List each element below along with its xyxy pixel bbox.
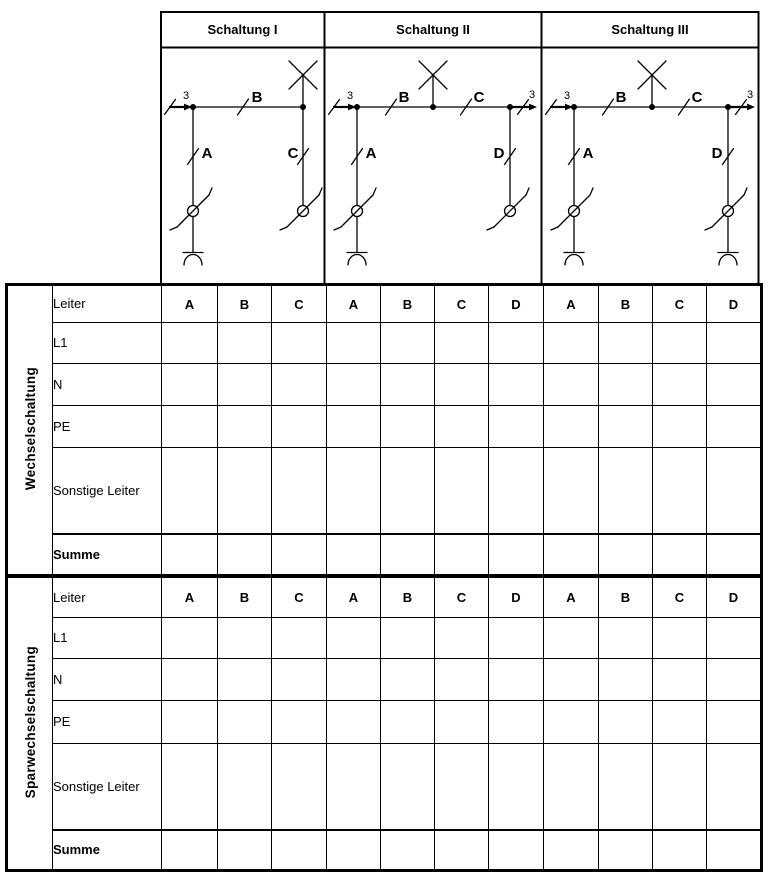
feed-count-label: 3 bbox=[563, 90, 571, 102]
column-header: D bbox=[489, 577, 544, 618]
conductor-label-b: B bbox=[251, 89, 263, 106]
column-header: D bbox=[707, 285, 762, 323]
table-row bbox=[7, 577, 762, 618]
conductor-label-c: C bbox=[287, 145, 299, 162]
empty-cell bbox=[544, 659, 599, 701]
empty-cell bbox=[272, 534, 327, 575]
wechselschaltung-table bbox=[5, 283, 763, 575]
empty-cell bbox=[162, 364, 218, 406]
empty-cell bbox=[544, 701, 599, 744]
empty-cell bbox=[162, 406, 218, 448]
conductor-label-a: A bbox=[582, 145, 594, 162]
empty-cell bbox=[218, 618, 272, 659]
empty-cell bbox=[435, 448, 489, 534]
empty-cell bbox=[327, 323, 381, 364]
empty-cell bbox=[599, 830, 653, 871]
empty-cell bbox=[218, 448, 272, 534]
outlet-icon bbox=[347, 253, 367, 266]
table-row bbox=[7, 406, 762, 448]
junction-node bbox=[649, 104, 655, 110]
empty-cell bbox=[272, 701, 327, 744]
empty-cell bbox=[653, 618, 707, 659]
empty-cell bbox=[162, 744, 218, 830]
column-header: B bbox=[599, 577, 653, 618]
two-way-switch-icon bbox=[705, 188, 747, 230]
empty-cell bbox=[707, 618, 762, 659]
empty-cell bbox=[489, 744, 544, 830]
row-label-summe: Summe bbox=[53, 830, 162, 871]
column-header: C bbox=[435, 285, 489, 323]
empty-cell bbox=[599, 618, 653, 659]
column-header: D bbox=[489, 285, 544, 323]
empty-cell bbox=[707, 659, 762, 701]
empty-cell bbox=[544, 406, 599, 448]
empty-cell bbox=[381, 659, 435, 701]
schaltung1-title: Schaltung I bbox=[207, 22, 278, 37]
empty-cell bbox=[544, 323, 599, 364]
conductor-label-c: C bbox=[473, 89, 485, 106]
conductor-label-d: D bbox=[493, 145, 505, 162]
empty-cell bbox=[544, 744, 599, 830]
column-header: A bbox=[544, 577, 599, 618]
row-label-l1: L1 bbox=[53, 618, 162, 659]
empty-cell bbox=[218, 830, 272, 871]
empty-cell bbox=[162, 448, 218, 534]
empty-cell bbox=[544, 830, 599, 871]
feed-count-label: 3 bbox=[346, 90, 354, 102]
empty-cell bbox=[218, 659, 272, 701]
conductor-label-c: C bbox=[691, 89, 703, 106]
conductor-label-a: A bbox=[201, 145, 213, 162]
count-tables bbox=[5, 283, 763, 872]
empty-cell bbox=[653, 364, 707, 406]
empty-cell bbox=[653, 448, 707, 534]
table-row bbox=[7, 323, 762, 364]
empty-cell bbox=[272, 364, 327, 406]
junction-node bbox=[507, 104, 513, 110]
row-label-sonstige-leiter: Sonstige Leiter bbox=[53, 448, 162, 534]
feed-arrow-icon bbox=[511, 100, 537, 115]
section-side-label: Wechselschaltung bbox=[22, 366, 38, 491]
empty-cell bbox=[489, 659, 544, 701]
column-header: C bbox=[435, 577, 489, 618]
empty-cell bbox=[272, 323, 327, 364]
empty-cell bbox=[381, 448, 435, 534]
column-header: A bbox=[162, 285, 218, 323]
two-way-switch-icon bbox=[551, 188, 593, 230]
feed-count-label: 3 bbox=[182, 90, 190, 102]
outlet-icon bbox=[564, 253, 584, 266]
empty-cell bbox=[272, 830, 327, 871]
empty-cell bbox=[218, 701, 272, 744]
column-header: A bbox=[544, 285, 599, 323]
column-header: A bbox=[327, 285, 381, 323]
column-header: B bbox=[218, 577, 272, 618]
column-header: B bbox=[218, 285, 272, 323]
empty-cell bbox=[218, 534, 272, 575]
row-label-pe: PE bbox=[53, 701, 162, 744]
outlet-icon bbox=[718, 253, 738, 266]
two-way-switch-icon bbox=[334, 188, 376, 230]
empty-cell bbox=[162, 830, 218, 871]
column-header: C bbox=[272, 285, 327, 323]
empty-cell bbox=[599, 406, 653, 448]
empty-cell bbox=[707, 448, 762, 534]
row-label-pe: PE bbox=[53, 406, 162, 448]
row-label-leiter: Leiter bbox=[53, 577, 162, 618]
empty-cell bbox=[162, 323, 218, 364]
table-row bbox=[7, 830, 762, 871]
empty-cell bbox=[489, 701, 544, 744]
column-header: D bbox=[707, 577, 762, 618]
empty-cell bbox=[272, 618, 327, 659]
junction-node bbox=[190, 104, 196, 110]
empty-cell bbox=[653, 406, 707, 448]
empty-cell bbox=[653, 659, 707, 701]
row-label-l1: L1 bbox=[53, 323, 162, 364]
circuit-diagram-schaltung-1 bbox=[165, 61, 323, 265]
empty-cell bbox=[327, 744, 381, 830]
empty-cell bbox=[272, 659, 327, 701]
schaltung3-title: Schaltung III bbox=[611, 22, 689, 37]
empty-cell bbox=[653, 323, 707, 364]
section-label-cell bbox=[7, 577, 53, 871]
table-row bbox=[7, 285, 762, 323]
empty-cell bbox=[218, 744, 272, 830]
empty-cell bbox=[707, 701, 762, 744]
empty-cell bbox=[489, 323, 544, 364]
empty-cell bbox=[707, 744, 762, 830]
section-side-label: Sparwechselschaltung bbox=[22, 645, 38, 799]
empty-cell bbox=[162, 701, 218, 744]
empty-cell bbox=[327, 534, 381, 575]
row-label-leiter: Leiter bbox=[53, 285, 162, 323]
junction-node bbox=[300, 104, 306, 110]
empty-cell bbox=[162, 659, 218, 701]
empty-cell bbox=[599, 701, 653, 744]
empty-cell bbox=[381, 406, 435, 448]
outlet-icon bbox=[183, 253, 203, 266]
circuit-diagram-schaltung-2 bbox=[329, 61, 538, 265]
conductor-label-d: D bbox=[711, 145, 723, 162]
empty-cell bbox=[272, 744, 327, 830]
column-header: A bbox=[162, 577, 218, 618]
empty-cell bbox=[544, 448, 599, 534]
table-row bbox=[7, 534, 762, 575]
empty-cell bbox=[599, 659, 653, 701]
table-row bbox=[7, 448, 762, 534]
table-row bbox=[7, 618, 762, 659]
feed-count-label: 3 bbox=[528, 89, 536, 101]
empty-cell bbox=[435, 323, 489, 364]
empty-cell bbox=[272, 406, 327, 448]
column-header: C bbox=[653, 285, 707, 323]
empty-cell bbox=[435, 701, 489, 744]
empty-cell bbox=[435, 406, 489, 448]
junction-node bbox=[571, 104, 577, 110]
table-row bbox=[7, 701, 762, 744]
junction-node bbox=[430, 104, 436, 110]
empty-cell bbox=[162, 534, 218, 575]
empty-cell bbox=[489, 364, 544, 406]
column-header: B bbox=[381, 285, 435, 323]
empty-cell bbox=[218, 406, 272, 448]
empty-cell bbox=[707, 830, 762, 871]
empty-cell bbox=[327, 659, 381, 701]
empty-cell bbox=[653, 534, 707, 575]
sparwechselschaltung-table bbox=[5, 575, 763, 872]
empty-cell bbox=[599, 744, 653, 830]
empty-cell bbox=[489, 406, 544, 448]
empty-cell bbox=[489, 830, 544, 871]
empty-cell bbox=[381, 618, 435, 659]
empty-cell bbox=[489, 618, 544, 659]
empty-cell bbox=[653, 701, 707, 744]
row-label-sonstige-leiter: Sonstige Leiter bbox=[53, 744, 162, 830]
conductor-label-b: B bbox=[398, 89, 410, 106]
junction-node bbox=[354, 104, 360, 110]
conductor-label-a: A bbox=[365, 145, 377, 162]
empty-cell bbox=[327, 364, 381, 406]
table-row bbox=[7, 744, 762, 830]
row-label-n: N bbox=[53, 659, 162, 701]
empty-cell bbox=[599, 534, 653, 575]
empty-cell bbox=[707, 323, 762, 364]
column-header: C bbox=[272, 577, 327, 618]
empty-cell bbox=[327, 830, 381, 871]
junction-node bbox=[725, 104, 731, 110]
table-row bbox=[7, 659, 762, 701]
empty-cell bbox=[218, 364, 272, 406]
empty-cell bbox=[653, 744, 707, 830]
empty-cell bbox=[435, 618, 489, 659]
column-header: B bbox=[599, 285, 653, 323]
two-way-switch-icon bbox=[280, 188, 322, 230]
table-row bbox=[7, 364, 762, 406]
empty-cell bbox=[599, 323, 653, 364]
empty-cell bbox=[435, 659, 489, 701]
schaltung2-title: Schaltung II bbox=[396, 22, 470, 37]
empty-cell bbox=[327, 448, 381, 534]
empty-cell bbox=[544, 534, 599, 575]
column-header: B bbox=[381, 577, 435, 618]
empty-cell bbox=[327, 406, 381, 448]
empty-cell bbox=[435, 364, 489, 406]
circuit-diagram-schaltung-3 bbox=[546, 61, 756, 265]
empty-cell bbox=[272, 448, 327, 534]
empty-cell bbox=[435, 534, 489, 575]
empty-cell bbox=[489, 448, 544, 534]
empty-cell bbox=[707, 364, 762, 406]
empty-cell bbox=[218, 323, 272, 364]
empty-cell bbox=[381, 364, 435, 406]
empty-cell bbox=[599, 364, 653, 406]
empty-cell bbox=[381, 830, 435, 871]
diagram-frame bbox=[160, 11, 760, 283]
empty-cell bbox=[381, 323, 435, 364]
two-way-switch-icon bbox=[487, 188, 529, 230]
empty-cell bbox=[653, 830, 707, 871]
circuit-diagrams-panel bbox=[0, 0, 773, 283]
row-label-summe: Summe bbox=[53, 534, 162, 575]
empty-cell bbox=[327, 701, 381, 744]
empty-cell bbox=[544, 618, 599, 659]
empty-cell bbox=[707, 406, 762, 448]
conductor-label-b: B bbox=[615, 89, 627, 106]
empty-cell bbox=[599, 448, 653, 534]
empty-cell bbox=[707, 534, 762, 575]
column-header: C bbox=[653, 577, 707, 618]
column-header: A bbox=[327, 577, 381, 618]
two-way-switch-icon bbox=[170, 188, 212, 230]
feed-arrow-icon bbox=[729, 100, 755, 115]
feed-count-label: 3 bbox=[746, 89, 754, 101]
empty-cell bbox=[544, 364, 599, 406]
row-label-n: N bbox=[53, 364, 162, 406]
empty-cell bbox=[435, 744, 489, 830]
section-label-cell bbox=[7, 285, 53, 575]
empty-cell bbox=[162, 618, 218, 659]
empty-cell bbox=[327, 618, 381, 659]
empty-cell bbox=[381, 701, 435, 744]
empty-cell bbox=[489, 534, 544, 575]
empty-cell bbox=[435, 830, 489, 871]
empty-cell bbox=[381, 534, 435, 575]
empty-cell bbox=[381, 744, 435, 830]
